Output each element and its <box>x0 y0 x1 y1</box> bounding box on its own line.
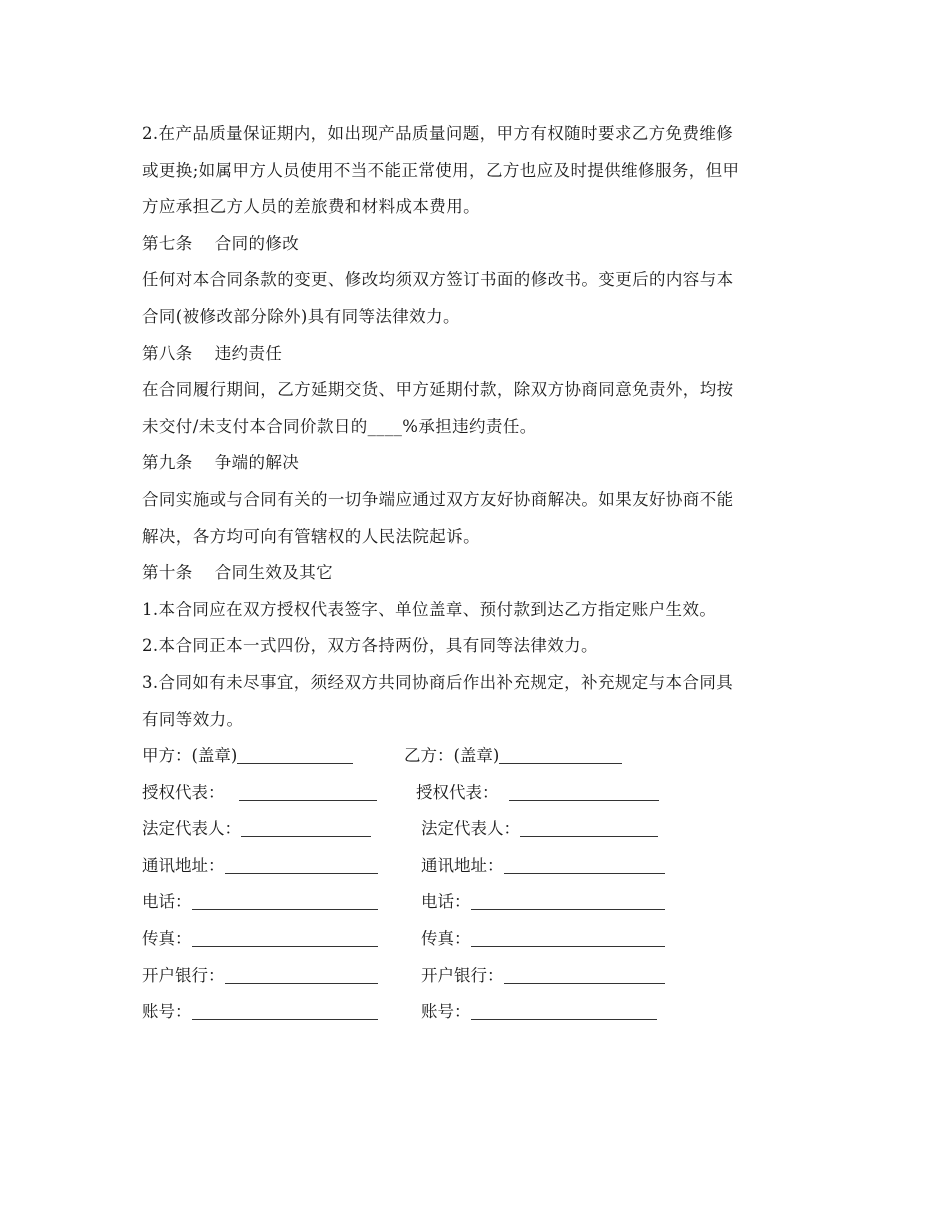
address-label: 通讯地址： <box>421 855 504 875</box>
signature-row-address <box>142 848 807 885</box>
article-title: 违约责任 <box>214 343 283 363</box>
article-title: 争端的解决 <box>214 453 300 473</box>
clause-text: 方应承担乙方人员的差旅费和材料成本费用。 <box>142 197 480 217</box>
clause-text: 合同实施或与合同有关的一切争端应通过双方友好协商解决。如果友好协商不能 <box>142 489 734 509</box>
clause-text: 合同(被修改部分除外)具有同等法律效力。 <box>142 306 460 326</box>
party-b-fax-blank[interactable] <box>471 928 665 947</box>
party-a-fax-blank[interactable] <box>192 928 378 947</box>
legal-rep-label: 法定代表人： <box>142 819 241 839</box>
party-a-legal-rep-blank[interactable] <box>241 818 371 837</box>
article-number: 第九条 <box>142 453 193 473</box>
party-a-label: 甲方：(盖章) <box>142 746 238 766</box>
signature-row-legal-rep <box>142 811 807 848</box>
party-a-field <box>142 738 353 775</box>
party-a-auth-rep-field <box>142 775 377 812</box>
signature-row-auth-rep <box>142 775 807 812</box>
legal-rep-label: 法定代表人： <box>421 819 520 839</box>
signature-row-bank <box>142 958 807 995</box>
signature-row-fax <box>142 921 807 958</box>
signature-row-account <box>142 994 807 1031</box>
party-a-fax-field <box>142 921 378 958</box>
article-number: 第十条 <box>142 563 193 583</box>
party-b-address-field <box>421 848 665 885</box>
contract-page <box>142 116 807 1031</box>
clause-text: 未交付/未支付本合同价款日的____%承担违约责任。 <box>142 416 537 436</box>
party-b-label: 乙方：(盖章) <box>404 746 500 766</box>
party-a-phone-blank[interactable] <box>192 891 378 910</box>
bank-label: 开户银行： <box>142 965 225 985</box>
phone-label: 电话： <box>142 892 192 912</box>
article-8-heading <box>142 336 807 373</box>
clause-text: 解决，各方均可向有管辖权的人民法院起诉。 <box>142 526 480 546</box>
party-b-auth-rep-blank[interactable] <box>509 782 659 801</box>
party-a-account-blank[interactable] <box>192 1001 378 1020</box>
clause-text: 任何对本合同条款的变更、修改均须双方签订书面的修改书。变更后的内容与本 <box>142 270 734 290</box>
party-b-bank-blank[interactable] <box>504 965 665 984</box>
account-label: 账号： <box>142 1002 192 1022</box>
fax-label: 传真： <box>142 929 192 949</box>
address-label: 通讯地址： <box>142 855 225 875</box>
party-b-phone-blank[interactable] <box>471 891 665 910</box>
clause-text: 2.本合同正本一式四份，双方各持两份，具有同等法律效力。 <box>142 636 598 656</box>
article-title: 合同的修改 <box>214 233 300 253</box>
clause-text: 2.在产品质量保证期内，如出现产品质量问题，甲方有权随时要求乙方免费维修 <box>142 124 734 143</box>
phone-label: 电话： <box>421 892 471 912</box>
party-b-legal-rep-blank[interactable] <box>520 818 658 837</box>
clause-text: 在合同履行期间，乙方延期交货、甲方延期付款，除双方协商同意免责外，均按 <box>142 380 734 400</box>
party-a-phone-field <box>142 884 378 921</box>
auth-rep-label: 授权代表： <box>142 782 225 802</box>
party-a-seal-blank[interactable] <box>237 745 353 764</box>
party-b-bank-field <box>421 958 665 995</box>
party-b-phone-field <box>421 884 665 921</box>
party-b-account-blank[interactable] <box>471 1001 657 1020</box>
auth-rep-label: 授权代表： <box>416 782 499 802</box>
signature-row-party <box>142 738 807 775</box>
party-b-legal-rep-field <box>421 811 658 848</box>
party-a-address-field <box>142 848 378 885</box>
signature-row-phone <box>142 884 807 921</box>
clause-text: 3.合同如有未尽事宜，须经双方共同协商后作出补充规定，补充规定与本合同具 <box>142 672 734 692</box>
party-a-bank-field <box>142 958 378 995</box>
party-b-fax-field <box>421 921 665 958</box>
article-number: 第七条 <box>142 233 193 253</box>
party-a-legal-rep-field <box>142 811 371 848</box>
party-b-auth-rep-field <box>416 775 659 812</box>
article-number: 第八条 <box>142 343 193 363</box>
party-b-address-blank[interactable] <box>504 855 665 874</box>
article-title: 合同生效及其它 <box>214 563 334 583</box>
article-7-heading <box>142 226 807 263</box>
party-b-field <box>404 738 622 775</box>
account-label: 账号： <box>421 1002 471 1022</box>
article-9-heading <box>142 445 807 482</box>
clause-text: 或更换;如属甲方人员使用不当不能正常使用，乙方也应及时提供维修服务，但甲 <box>142 160 740 180</box>
bank-label: 开户银行： <box>421 965 504 985</box>
article-10-heading <box>142 555 807 592</box>
party-a-bank-blank[interactable] <box>225 965 378 984</box>
party-a-auth-rep-blank[interactable] <box>239 782 377 801</box>
party-a-account-field <box>142 994 378 1031</box>
party-b-seal-blank[interactable] <box>499 745 622 764</box>
party-a-address-blank[interactable] <box>225 855 378 874</box>
clause-text: 1.本合同应在双方授权代表签字、单位盖章、预付款到达乙方指定账户生效。 <box>142 599 717 619</box>
clause-text: 有同等效力。 <box>142 709 244 729</box>
party-b-account-field <box>421 994 657 1031</box>
fax-label: 传真： <box>421 929 471 949</box>
